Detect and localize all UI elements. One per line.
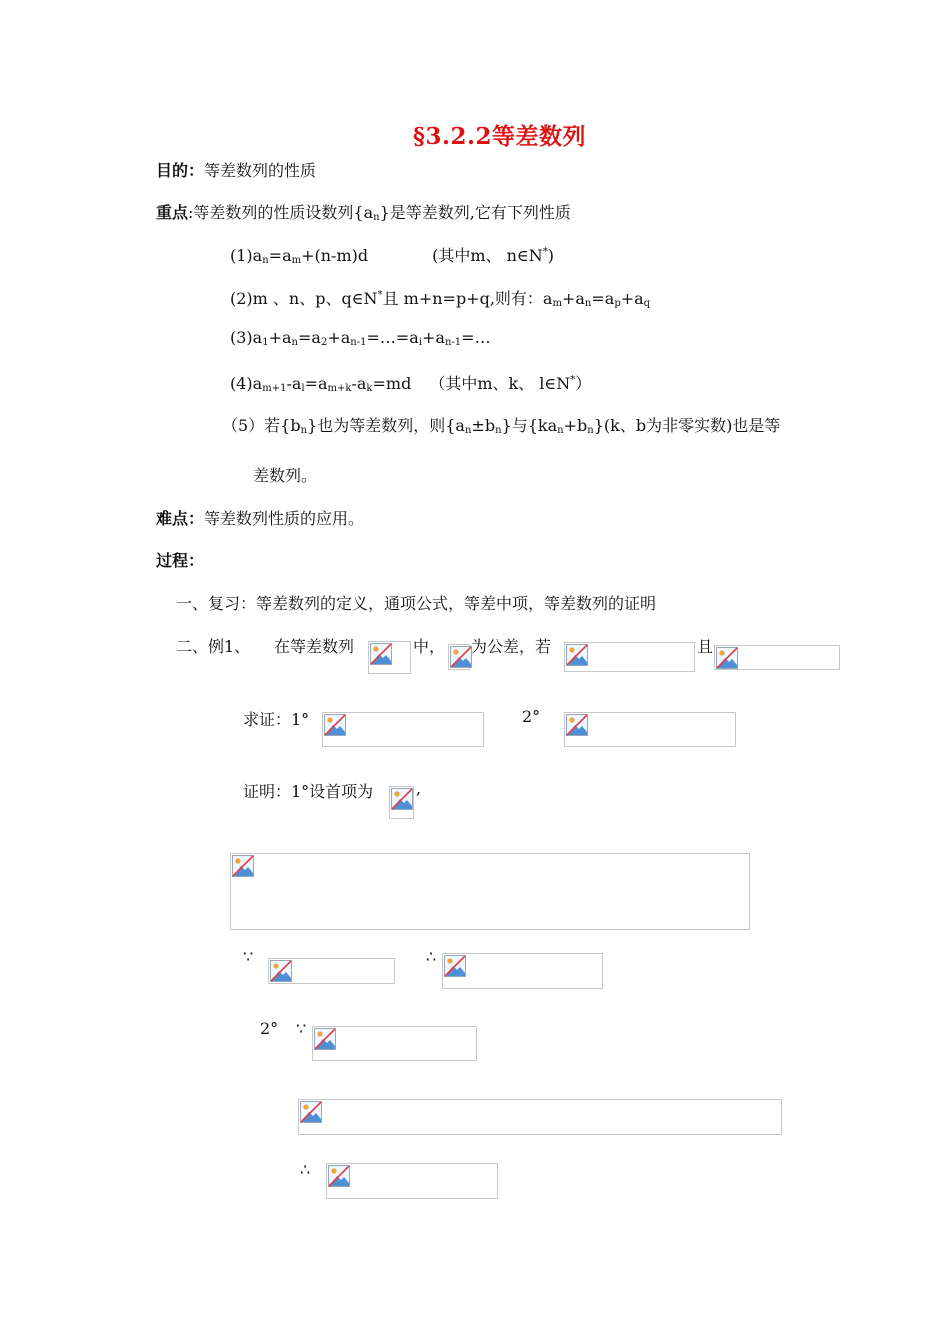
broken-image-icon <box>566 644 588 666</box>
purpose-label: 目的 <box>156 161 189 180</box>
example-text-2: 中， <box>413 637 446 656</box>
process-label: 过程： <box>156 551 205 570</box>
broken-image-icon <box>328 1165 350 1187</box>
broken-image-icon <box>370 643 392 665</box>
purpose-line: 目的：等差数列的性质 <box>156 161 317 180</box>
keypoint-label: 重点 <box>156 203 189 222</box>
example-lead: 二、例1、 <box>176 637 251 656</box>
property-5-continued: 差数列。 <box>253 466 318 485</box>
proof-comma: , <box>416 779 422 798</box>
therefore-symbol: ∴ <box>300 1160 311 1179</box>
formula-image <box>564 642 695 672</box>
formula-image <box>442 953 603 989</box>
example-text-4: 且 <box>697 637 714 656</box>
broken-image-icon <box>324 714 346 736</box>
formula-image <box>230 853 750 930</box>
broken-image-icon <box>566 714 588 736</box>
page-title: §3.2.2等差数列 <box>413 123 587 150</box>
property-1: $(1)a_n=a_m+(n-m)d$ (其中m、 n∈N*) <box>230 246 555 266</box>
broken-image-icon <box>314 1028 336 1050</box>
formula-image <box>268 958 395 984</box>
because-symbol: ∵ <box>296 1019 307 1038</box>
property-5: （5）若$\{b_n\}$也为等差数列，则$\{a_n\pm b_n\}$与$\{ka_n+b_n\}(k$、b为非零实数)也是等 <box>222 416 781 436</box>
property-3: $(3)a_1+a_n=a_2+a_{n-1}=\dots=a_i+a_{n-1}=\dots$ <box>230 328 491 348</box>
broken-image-icon <box>444 955 466 977</box>
example-text-3: 为公差，若 <box>471 637 552 656</box>
formula-image <box>714 645 840 670</box>
prove-label: 求证：1° <box>243 710 310 729</box>
broken-image-icon <box>232 855 254 877</box>
example-text-1: 在等差数列 <box>274 637 355 656</box>
formula-image <box>326 1163 498 1199</box>
formula-image <box>298 1099 782 1135</box>
therefore-symbol: ∴ <box>426 947 437 966</box>
formula-image <box>322 712 484 747</box>
formula-image <box>368 641 411 674</box>
review-line: 一、复习：等差数列的定义，通项公式，等差中项，等差数列的证明 <box>176 594 657 613</box>
keypoint-line: 重点:等差数列的性质设数列$\{a_n\}$是等差数列,它有下列性质 <box>156 203 571 223</box>
formula-image <box>389 786 414 819</box>
broken-image-icon <box>716 647 738 669</box>
prove-second-label: 2° <box>522 707 541 726</box>
because-symbol: ∵ <box>243 947 254 966</box>
broken-image-icon <box>300 1101 322 1123</box>
purpose-text: 等差数列的性质 <box>204 161 317 180</box>
formula-image <box>312 1026 477 1061</box>
difficulty-text: 等差数列性质的应用。 <box>204 509 365 528</box>
broken-image-icon <box>391 788 413 810</box>
property-2: (2)m 、n、p、q∈N*且 m+n=p+q,则有：$a_m+a_n=a_p+a_q$ <box>230 289 651 309</box>
broken-image-icon <box>450 646 472 668</box>
property-4: $(4)a_{m+1}-a_l=a_{m+k}-a_k=md$ （其中m、k、 l∈N*） <box>230 374 592 394</box>
formula-image <box>564 712 736 747</box>
broken-image-icon <box>270 960 292 982</box>
second-part-label: 2° <box>260 1019 279 1038</box>
formula-image <box>448 644 470 670</box>
difficulty-label: 难点 <box>156 509 189 528</box>
difficulty-line: 难点：等差数列性质的应用。 <box>156 509 365 528</box>
proof-label: 证明：1°设首项为 <box>243 782 374 801</box>
